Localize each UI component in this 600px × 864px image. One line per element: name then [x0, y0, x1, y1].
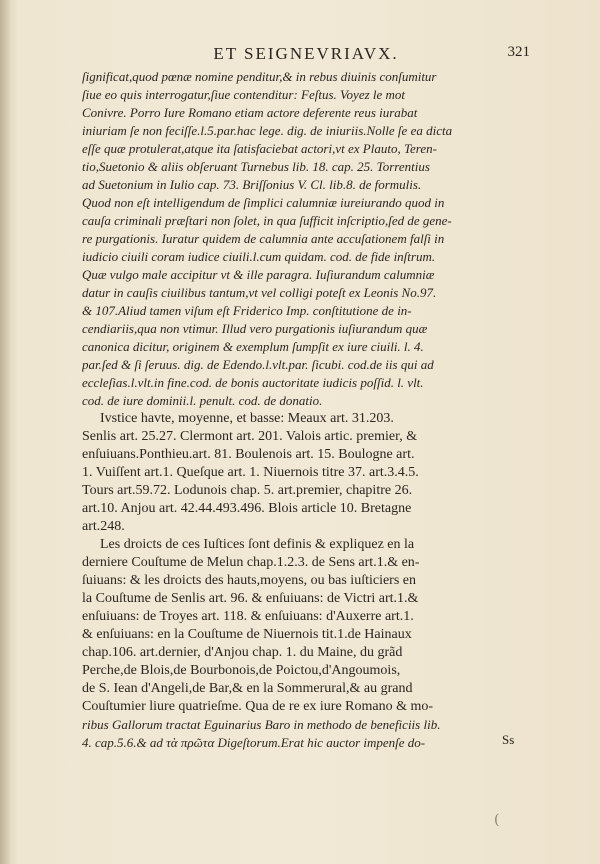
- text-line: art.10. Anjou art. 42.44.493.496. Blois article 10. Bretagne: [82, 501, 412, 516]
- catchword: Ss: [502, 732, 515, 747]
- text-line: Quæ vulgo male accipitur vt & ille paragra. Iuſiurandum calumniæ: [82, 267, 435, 282]
- text-line: eccleſias.l.vlt.in fine.cod. de bonis auctoritate iudicis poſſid. l. vlt.: [82, 375, 424, 390]
- margin-mark: (: [494, 812, 500, 828]
- text-line: Ivstice havte, moyenne, et basse: Meaux art. 31.203.: [100, 411, 394, 426]
- binding-gutter: [0, 0, 10, 864]
- text-line: enſuiuans.Ponthieu.art. 81. Boulenois art. 15. Boulogne art.: [82, 447, 415, 462]
- text-line: 1. Vuiſſent art.1. Queſque art. 1. Niuernois titre 37. art.3.4.5.: [82, 465, 419, 480]
- text-line: ſignificat,quod pœnæ nomine penditur,& in rebus diuinis conſumitur: [82, 69, 437, 84]
- text-line: & enſuiuans: en la Couſtume de Niuernois tit.1.de Hainaux: [82, 627, 412, 642]
- text-line: art.248.: [82, 519, 125, 534]
- text-line: re purgationis. Iuratur quidem de calumnia ante accuſationem falſi in: [82, 231, 445, 246]
- text-line: ſuiuans: & les droicts des hauts,moyens, ou bas iuſticiers en: [82, 573, 417, 588]
- text-line: la Couſtume de Senlis art. 96. & enſuiuans: de Victri art.1.&: [82, 591, 419, 606]
- text-line: Tours art.59.72. Lodunois chap. 5. art.premier, chapitre 26.: [82, 483, 413, 498]
- text-line: & 107.Aliud tamen viſum eſt Friderico Imp. conſtitutione de in-: [82, 303, 412, 318]
- text-line: de S. Iean d'Angeli,de Bar,& en la Sommerural,& au grand: [82, 681, 413, 696]
- text-line: ſiue eo quis interrogatur,ſiue contenditur: Feſtus. Voyez le mot: [82, 87, 406, 102]
- text-line: ribus Gallorum tractat Eguinarius Baro in methodo de beneficiis lib.: [82, 717, 441, 732]
- text-line: Couſtumier liure quatrieſme. Qua de re ex iure Romano & mo-: [82, 699, 434, 714]
- text-line: Senlis art. 25.27. Clermont art. 201. Valois artic. premier, &: [82, 429, 418, 444]
- text-line: canonica dicitur, originem & exemplum ſumpſit ex iure ciuili. l. 4.: [82, 339, 424, 354]
- page-number: 321: [507, 44, 530, 60]
- text-line: enſuiuans: de Troyes art. 118. & enſuiuans: d'Auxerre art.1.: [82, 609, 414, 624]
- text-line: iudicio ciuili coram iudice ciuili.l.cum quidam. cod. de fide inſtrum.: [82, 249, 436, 264]
- text-line: Les droicts de ces Iuſtices ſont definis & expliquez en la: [100, 537, 415, 552]
- text-line: ad Suetonium in Iulio cap. 73. Briſſonius V. Cl. lib.8. de formulis.: [82, 177, 422, 192]
- text-line: datur in cauſis ciuilibus tantum,vt vel colligi poteſt ex Leonis No.97.: [82, 285, 437, 300]
- text-line: derniere Couſtume de Melun chap.1.2.3. de Sens art.1.& en-: [82, 555, 420, 570]
- text-line: par.ſed & ſi ſeruus. dig. de Edendo.l.vlt.par. ſicubi. cod.de iis qui ad: [82, 357, 434, 372]
- text-line: tio,Suetonio & aliis obſeruant Turnebus lib. 18. cap. 25. Torrentius: [82, 159, 430, 174]
- body-text: [82, 68, 534, 752]
- text-line: iniuriam ſe non feciſſe.l.5.par.hac lege. dig. de iniuriis.Nolle ſe ea dicta: [82, 123, 453, 138]
- text-line: Conivre. Porro Iure Romano etiam actore deferente reus iurabat: [82, 105, 418, 120]
- text-line: cod. de iure dominii.l. penult. cod. de donatio.: [82, 393, 323, 408]
- text-line: eſſe quæ protulerat,atque ita ſatisfaciebat actori,vt ex Plauto, Teren-: [82, 141, 437, 156]
- text-line: cauſa criminali præſtari non ſolet, in qua ſufficit inſcriptio,ſed de gene-: [82, 213, 452, 228]
- text-line: Perche,de Blois,de Bourbonois,de Poictou,d'Angoumois,: [82, 663, 401, 678]
- running-title: ET SEIGNEVRIAVX.: [213, 44, 399, 63]
- text-line: chap.106. art.dernier, d'Anjou chap. 1. du Maine, du grãd: [82, 645, 403, 660]
- text-line: cendiariis,qua non vtimur. Illud vero purgationis iuſiurandum quæ: [82, 321, 428, 336]
- page-header: [82, 44, 530, 68]
- text-line: Quod non eſt intelligendum de ſimplici calumniæ iureiurando quod in: [82, 195, 445, 210]
- text-line: 4. cap.5.6.& ad τὰ πρῶτα Digeſtorum.Erat hic auctor impenſe do-: [82, 735, 426, 750]
